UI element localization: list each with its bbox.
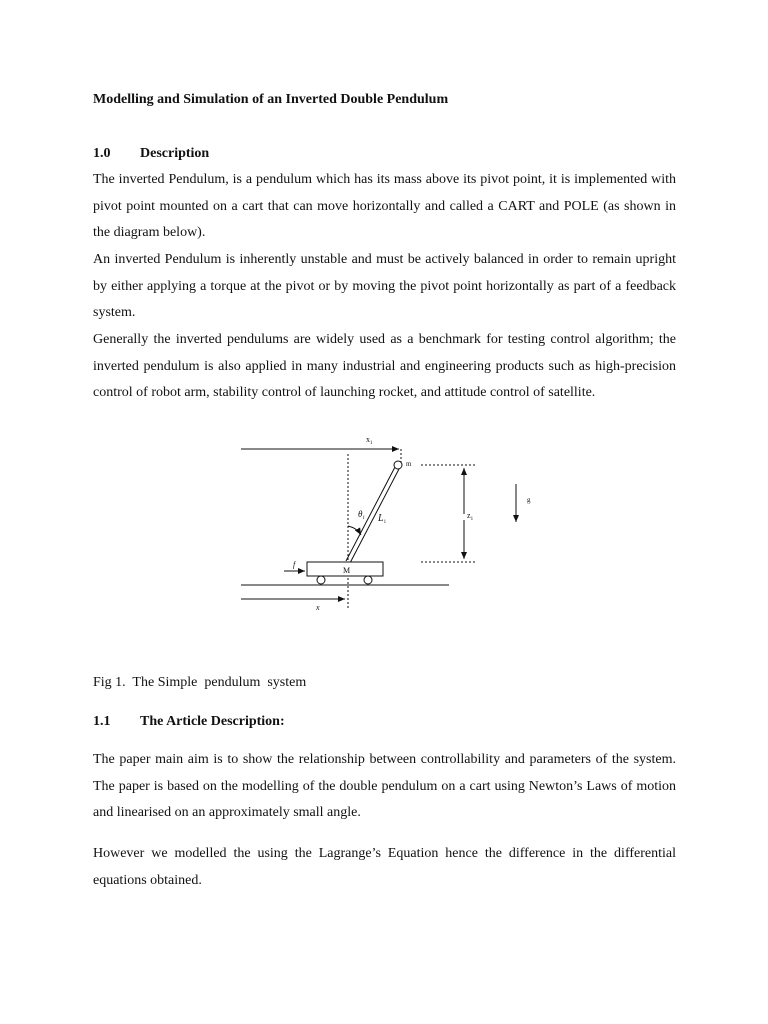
force-label: f [293, 560, 296, 569]
figure-caption: Fig 1. The Simple pendulum system [93, 675, 307, 690]
cart-wheel-right [364, 576, 372, 584]
theta-arc [348, 526, 361, 535]
cart-wheel-left [317, 576, 325, 584]
paragraph-applications: Generally the inverted pendulums are widely used as a benchmark for testing control algorithm; the inverted pendulum is also applied in many industrial and engineering products such as high-precision control of robot arm, stability control of launching rocket, and attitude control of satellite. [93, 332, 676, 400]
section-number: 1.1 [93, 714, 111, 729]
x1-label: $x_1$ [366, 435, 373, 446]
section-heading-article-description [93, 714, 285, 730]
z1-label: $z_1$ [467, 511, 474, 522]
pendulum-diagram [241, 432, 541, 622]
cart-mass-label: M [343, 566, 351, 575]
pendulum-diagram-svg [241, 432, 541, 622]
pendulum-mass [394, 461, 402, 469]
paragraph-inverted-pendulum-definition: The inverted Pendulum, is a pendulum which has its mass above its pivot point, it is implemented with pivot point mounted on a cart that can move horizontally and called a CART and POLE (as shown in the diagram below). [93, 172, 676, 240]
gravity-label: g [527, 496, 531, 504]
x-label: x [316, 603, 320, 612]
section-title: Description [140, 146, 210, 161]
theta-label: $\theta_1$ [358, 509, 365, 521]
paragraph-lagrange-method: However we modelled the using the Lagrange’s Equation hence the difference in the differential equations obtained. [93, 846, 676, 888]
section-number: 1.0 [93, 146, 111, 161]
pendulum-rod [346, 467, 395, 561]
section-heading-description [93, 146, 209, 162]
mass-label: m [406, 460, 412, 468]
paragraph-instability: An inverted Pendulum is inherently unstable and must be actively balanced in order to remain upright by either applying a torque at the pivot or by moving the pivot point horizontally as part of a feedback system. [93, 252, 676, 320]
document-title: Modelling and Simulation of an Inverted Double Pendulum [93, 92, 449, 107]
paragraph-paper-aim: The paper main aim is to show the relationship between controllability and parameters of the system. The paper is based on the modelling of the double pendulum on a cart using Newton’s Laws of motion and linearised on an approximately small angle. [93, 752, 676, 820]
rod-length-label: $L_1$ [378, 513, 387, 525]
section-title: The Article Description: [140, 714, 285, 729]
